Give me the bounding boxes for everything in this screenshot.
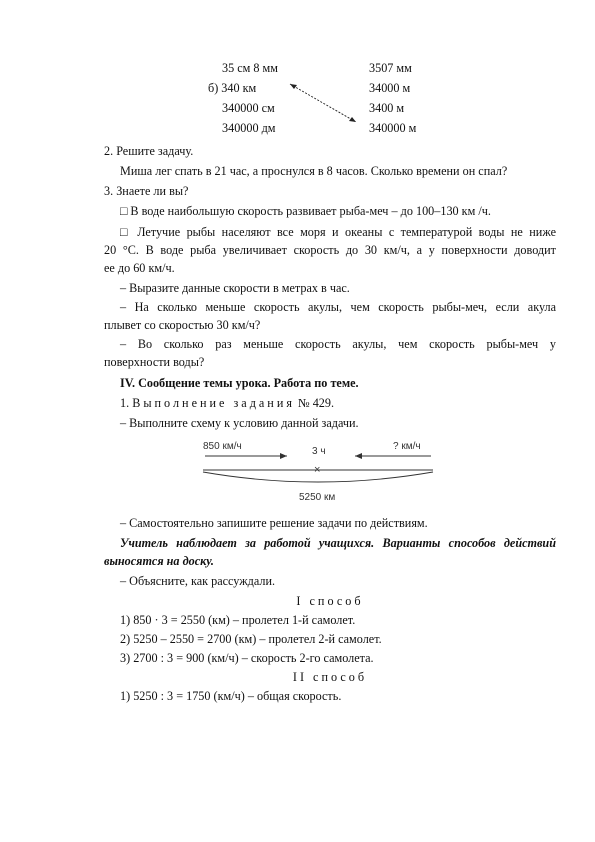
motion-diagram (195, 434, 445, 506)
question1: – Выразите данные скорости в метрах в час. (120, 281, 350, 295)
conversion-left-1: 35 см 8 мм (222, 61, 278, 75)
method1-step2: 2) 5250 – 2550 = 2700 (км) – пролетел 2-й самолет. (120, 632, 382, 646)
method1-step3: 3) 2700 : 3 = 900 (км/ч) – скорость 2-го самолета. (120, 651, 374, 665)
method2-step1: 1) 5250 : 3 = 1750 (км/ч) – общая скорость. (120, 689, 342, 703)
conversion-left-3: 340000 см (222, 101, 275, 115)
conversion-right-1: 3507 мм (369, 61, 412, 75)
fact2-text-3: ее до 60 км/ч. (104, 261, 175, 275)
teacher-note-line1: Учитель наблюдает за работой учащихся. Варианты способов действий (120, 536, 556, 550)
task429-number: № 429. (294, 396, 335, 410)
task429-label: Выполнение задания (132, 396, 295, 410)
task429-prefix: 1. (120, 396, 133, 410)
meeting-point-icon: × (314, 464, 321, 476)
section4-heading: IV. Сообщение темы урока. Работа по теме. (120, 376, 359, 390)
fact1-text: В воде наибольшую скорость развивает рыба-меч – до 100–130 км /ч. (127, 204, 491, 218)
question3-line1: – Во сколько раз меньше скорость акулы, чем скорость рыбы-меч у (120, 337, 556, 351)
left-speed-label: 850 км/ч (203, 441, 242, 452)
left-arrow-head (280, 453, 287, 459)
task2-heading: 2. Решите задачу. (104, 144, 194, 158)
task2-text: Миша лег спать в 21 час, а проснулся в 8 часов. Сколько времени он спал? (120, 164, 508, 178)
conversion-right-4: 340000 м (369, 121, 417, 135)
conversion-right-2: 34000 м (369, 81, 411, 95)
fact1-line (120, 204, 556, 219)
question2-line2: плывет со скоростью 30 км/ч? (104, 318, 261, 332)
checkbox-icon: □ (120, 225, 131, 239)
explain-prompt: – Объясните, как рассуждали. (120, 574, 276, 588)
right-speed-label: ? км/ч (393, 441, 421, 452)
conversion-left-4: 340000 дм (222, 121, 276, 135)
teacher-note-line2: выносятся на доску. (104, 554, 214, 568)
time-label: 3 ч (312, 446, 326, 457)
method1-title: I способ (296, 594, 364, 608)
task3-heading: 3. Знаете ли вы? (104, 184, 189, 198)
conversion-left-2: б) 340 км (208, 81, 257, 95)
question2-line1: – На сколько меньше скорость акулы, чем скорость рыбы-меч, если акула (120, 300, 556, 314)
question3-line2: поверхности воды? (104, 355, 205, 369)
checkbox-icon: □ (120, 204, 128, 218)
matching-arrow (286, 78, 362, 128)
diagram-instruction: – Выполните схему к условию данной задачи. (120, 416, 359, 430)
method1-step1: 1) 850 · 3 = 2550 (км) – пролетел 1-й самолет. (120, 613, 356, 627)
distance-label: 5250 км (299, 492, 336, 503)
conversion-right-3: 3400 м (369, 101, 405, 115)
fact2-text-2: 20 °С. В воде рыба увеличивает скорость до 30 км/ч, а у поверхности доводит (104, 243, 556, 257)
right-arrow-head (355, 453, 362, 459)
fact2-line1 (120, 225, 556, 240)
task429-line (120, 396, 556, 411)
fact2-text-1: Летучие рыбы населяют все моря и океаны с температурой воды не ниже (130, 225, 556, 239)
solve-instruction: – Самостоятельно запишите решение задачи по действиям. (120, 516, 428, 530)
method2-title: II способ (292, 670, 368, 684)
